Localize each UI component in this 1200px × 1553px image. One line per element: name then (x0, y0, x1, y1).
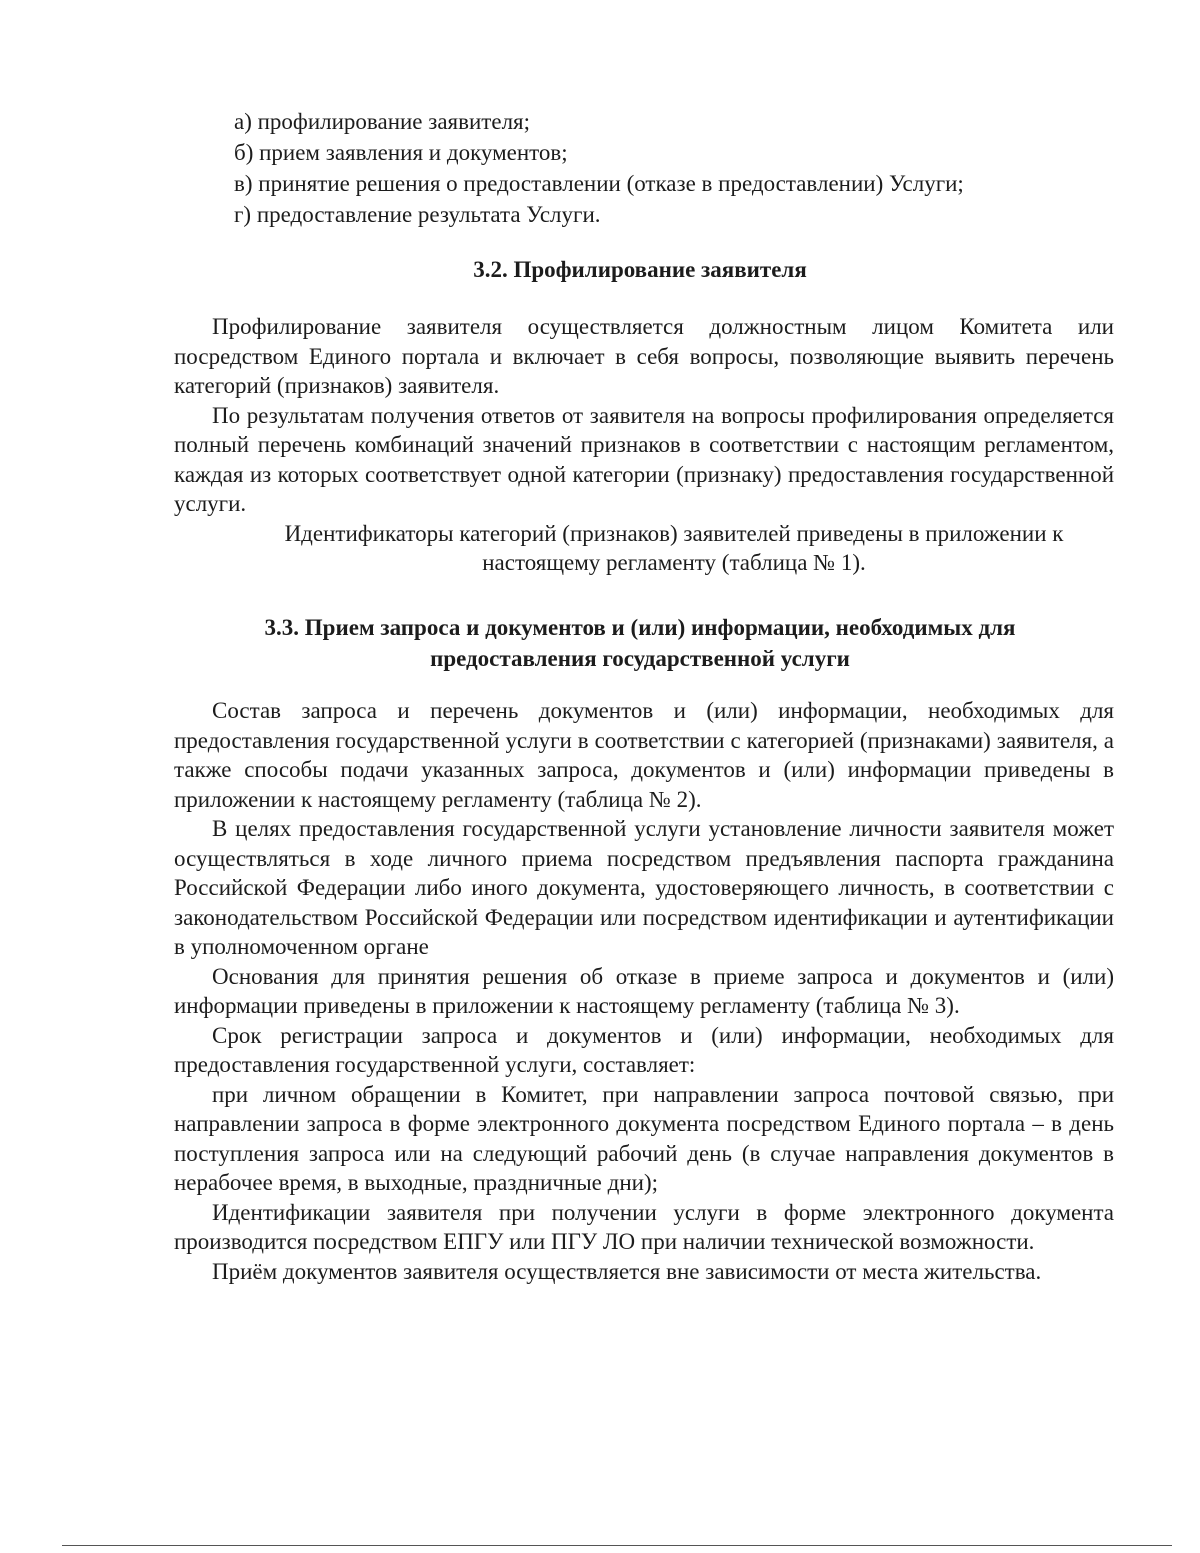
paragraph: Приём документов заявителя осуществляется вне зависимости от места жительства. (212, 1258, 1042, 1284)
section-3-2-body (174, 312, 1114, 578)
paragraph: Профилирование заявителя осуществляется должностным лицом Комитета или посредством Единого портала и включает в себя вопросы, позволяющие выявить перечень категорий (признаков) заявителя. (174, 314, 1114, 398)
section-3-3-title-line2: предоставления государственной услуги (430, 646, 850, 671)
section-3-3-body (174, 696, 1114, 1286)
list-item: г) предоставление результата Услуги. (234, 202, 601, 227)
section-3-3-title-line1: 3.3. Прием запроса и документов и (или) информации, необходимых для (264, 615, 1016, 640)
list-item: в) принятие решения о предоставлении (отказе в предоставлении) Услуги; (234, 171, 964, 196)
paragraph: Срок регистрации запроса и документов и (или) информации, необходимых для предоставления государственной услуги, составляет: (174, 1022, 1114, 1077)
list-item: а) профилирование заявителя; (234, 109, 531, 134)
section-3-2-title: 3.2. Профилирование заявителя (473, 257, 807, 282)
paragraph: Состав запроса и перечень документов и (или) информации, необходимых для предоставления государственной услуги в соответствии с категорией (признаками) заявителя, а также способы подачи указанных запроса, документов и (или) информации приведены в приложении к настоящему регламенту (таблица № 2). (174, 698, 1114, 812)
paragraph: Основания для принятия решения об отказе в приеме запроса и документов и (или) информации приведены в приложении к настоящему регламенту (таблица № 3). (174, 963, 1114, 1018)
paragraph: Идентификации заявителя при получении услуги в форме электронного документа производится посредством ЕПГУ или ПГУ ЛО при наличии технической возможности. (174, 1199, 1114, 1254)
paragraph: По результатам получения ответов от заявителя на вопросы профилирования определяется полный перечень комбинаций значений признаков в соответствии с настоящим регламентом, каждая из которых соответствует одной категории (признаку) предоставления государственной услуги. (174, 402, 1114, 516)
paragraph: В целях предоставления государственной услуги установление личности заявителя может осуществляться в ходе личного приема посредством предъявления паспорта гражданина Российской Федерации либо иного документа, удостоверяющего личность, в соответствии с законодательством Российской Федерации или посредством идентификации и аутентификации в уполномоченном органе (174, 816, 1114, 959)
section-3-3-title (140, 612, 1140, 674)
list-item: б) прием заявления и документов; (234, 140, 568, 165)
paragraph: Идентификаторы категорий (признаков) заявителей приведены в приложении к настоящему регламенту (таблица № 1). (284, 520, 1064, 575)
paragraph: при личном обращении в Комитет, при направлении запроса почтовой связью, при направлении запроса в форме электронного документа посредством Единого портала – в день поступления запроса или на следующий рабочий день (в случае направления документов в нерабочее время, в выходные, праздничные дни); (174, 1081, 1114, 1195)
stages-list (234, 106, 1114, 230)
bottom-divider (62, 1545, 1172, 1546)
